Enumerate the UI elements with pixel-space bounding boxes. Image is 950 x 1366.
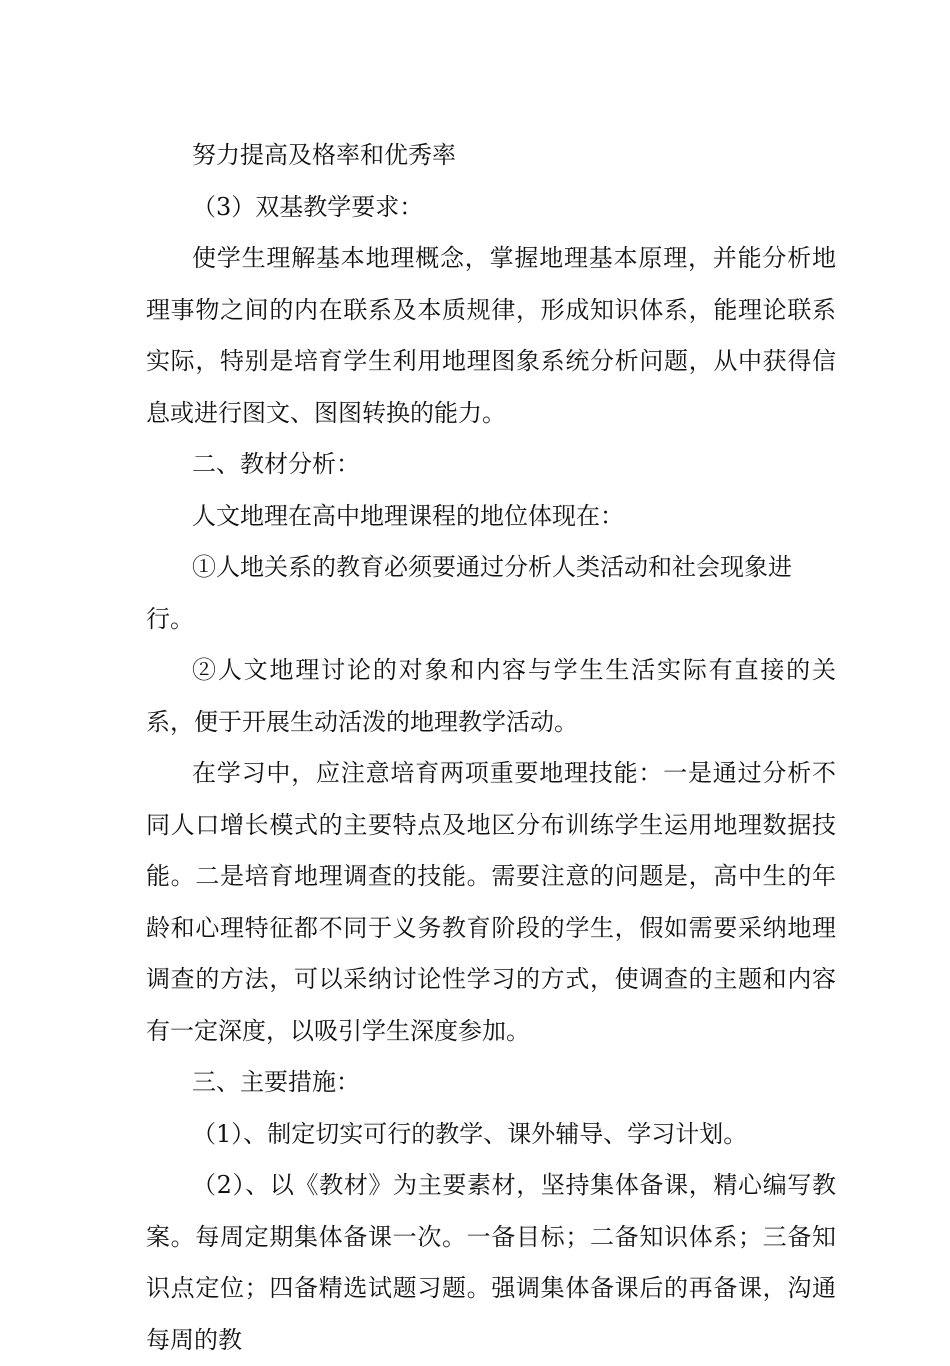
heading-textbook-analysis: 二、教材分析：	[192, 450, 360, 478]
heading-main-measures: 三、主要措施：	[192, 1068, 360, 1096]
paragraph-skills: 在学习中，应注意培育两项重要地理技能：一是通过分析不同人口增长模式的主要特点及地区分布训练学生运用地理数据技能。二是培育地理调查的技能。需要注意的问题是，高中生的年龄和心理特征都不同于义务教育阶段的学生，假如需要采纳地理调查的方法，可以采纳讨论性学习的方式，使调查的主题和内容有一定深度，以吸引学生深度参加。	[146, 759, 836, 1045]
list-item-2: ②人文地理讨论的对象和内容与学生生活实际有直接的关系，便于开展生动活泼的地理教学活动。	[146, 656, 836, 736]
heading-double-basics: （3）双基教学要求：	[192, 192, 424, 221]
document-body	[146, 130, 836, 1366]
paragraph-teaching-requirements: 使学生理解基本地理概念，掌握地理基本原理，并能分析地理事物之间的内在联系及本质规律，形成知识体系，能理论联系实际，特别是培育学生利用地理图象系统分析问题，从中获得信息或进行图文、图图转换的能力。	[146, 244, 836, 427]
measure-item-2: （2）、以《教材》为主要素材，坚持集体备课，精心编写教案。每周定期集体备课一次。一备目标；二备知识体系；三备知识点定位；四备精选试题习题。强调集体备课后的再备课，沟通每周的教	[146, 1171, 836, 1354]
paragraph-human-geography-status: 人文地理在高中地理课程的地位体现在：	[192, 501, 624, 530]
list-item-1: ①人地关系的教育必须要通过分析人类活动和社会现象进行。	[146, 553, 792, 633]
paragraph-improve-rates: 努力提高及格率和优秀率	[192, 141, 456, 169]
measure-item-1: （1）、制定切实可行的教学、课外辅导、学习计划。	[192, 1119, 748, 1148]
